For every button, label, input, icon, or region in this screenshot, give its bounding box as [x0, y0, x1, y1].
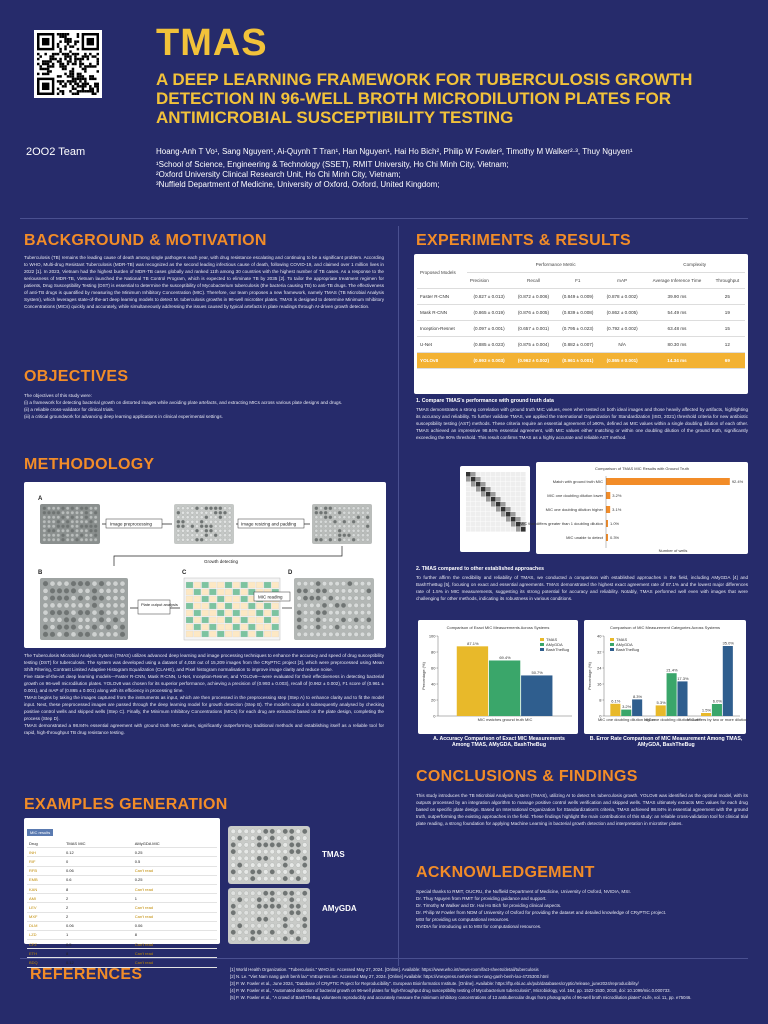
y-tick-label: 80: [431, 649, 436, 655]
group-performance: Performance Metric: [467, 257, 644, 273]
chart-bar: [489, 660, 520, 716]
reference-item: [4] P. W. Fowler et al., "Automated detection of bacterial growth on 96-well plates for high-throughput drug susceptibility testing of Mycobacterium tuberculosis", Microbiology, vol. 164, pp. 1522-1530, 2018, doi: 10.1099/mic.0.000733.: [230, 988, 671, 993]
objective-item: (iii) a critical groundwork for advancing deep learning applications in clinical experimental settings.: [24, 414, 223, 419]
hbar-bar: [606, 506, 610, 513]
mic-results-panel: [24, 818, 220, 966]
mic-cell: Can't read: [133, 884, 217, 893]
poster-title: TMAS: [156, 22, 268, 64]
y-tick-label: 16: [597, 681, 602, 687]
results-cell: (0.657 ± 0.001): [511, 321, 555, 337]
objectives-heading: OBJECTIVES: [24, 368, 129, 385]
mic-cell: 0: [64, 857, 133, 866]
amygda-example-label: AMyGDA: [322, 904, 357, 913]
results-cell: (0.795 ± 0.023): [556, 321, 600, 337]
mic-row: [27, 940, 217, 949]
results-col-header: Average Inference Time: [644, 273, 709, 289]
y-tick-label: 100: [428, 633, 436, 639]
bar-value-label: 87.1%: [467, 640, 479, 646]
legend-label: TMAS: [546, 636, 558, 642]
mic-cell: 8: [133, 930, 217, 939]
legend-label: AMyGDA: [546, 641, 563, 647]
exact-mic-chart: [418, 620, 578, 734]
results-cell: (0.875 ± 0.004): [511, 337, 555, 353]
mic-cell: 0.25: [133, 848, 217, 857]
legend-swatch: [610, 643, 614, 646]
results-col-header: Recall: [511, 273, 555, 289]
methodology-diagram: [24, 482, 386, 648]
y-tick-label: 0: [433, 713, 436, 719]
column-divider: [398, 226, 399, 966]
mic-col-header: TMAS MIC: [64, 839, 133, 848]
results-row: [417, 289, 745, 305]
results-cell: (0.839 ± 0.008): [556, 305, 600, 321]
y-tick-label: 40: [597, 633, 602, 639]
step-c-label: C: [182, 570, 187, 576]
mic-results-table: [27, 839, 217, 968]
chart-a-caption: A. Accuracy Comparison of Exact MIC Measurements Among TMAS, AMyGDA, BashTheBug: [433, 736, 565, 748]
background-heading: BACKGROUND & MOTIVATION: [24, 232, 267, 249]
tmas-example-label: TMAS: [322, 850, 345, 859]
mic-cell: BDQ: [27, 958, 64, 967]
conclusions-text: This study introduces the TB Microbial Analysis System (TMAS), utilizing AI to detect M. tuberculosis growth. YOLOv8 was identified as the optimal model, with its outputs processed by an integration algorithm to manage positive control wells verification and skipped wells. TMAS ultimately extracts MIC values for each drug based on specific plate design. Based on International Organization for Standardization's criteria, TMAS achieved 98.84% in essential agreement with the ground truth, outperforming the existing approaches in the field. These findings highlight the main contributions of this study: an reliable cross-validation tool for clinical trial plate reading, a strong foundation for applying Machine Learning in bacterial growth detection and interpretation in microtiter plates.: [416, 793, 748, 826]
mic-row: [27, 848, 217, 857]
mic-cell: LZD: [27, 930, 64, 939]
y-tick-label: 40: [431, 681, 436, 687]
bar-value-label: 35.0%: [722, 640, 734, 646]
methodology-heading: METHODOLOGY: [24, 456, 155, 473]
chart-bar: [701, 713, 711, 716]
chart-ylabel: Percentage (%): [587, 662, 592, 690]
mic-cell: 0.25: [133, 875, 217, 884]
acknowledgement-list: [416, 888, 748, 930]
results-cell: (0.865 ± 0.001): [600, 353, 644, 369]
poster-subtitle: A DEEP LEARNING FRAMEWORK FOR TUBERCULOSIS GROWTH DETECTION IN 96-WELL BROTH MICRODILUTION PLATES FOR ANTIMICROBIAL SUSCEPTIBILITY TESTING: [156, 70, 693, 127]
legend-label: BashTheBug: [546, 646, 570, 652]
hbar-value-label: 0.3%: [610, 535, 620, 540]
bar-value-label: 1.5%: [701, 707, 712, 713]
y-tick-label: 0: [599, 713, 602, 719]
ground-truth-chart: [519, 462, 748, 554]
results-row: [417, 305, 745, 321]
hbar-category-label: MIC unable to detect: [566, 535, 603, 540]
mic-row: [27, 857, 217, 866]
mic-cell: ETH: [27, 949, 64, 958]
methodology-text: [24, 652, 384, 736]
mic-cell: 2: [64, 912, 133, 921]
bar-value-label: 5.3%: [656, 699, 666, 705]
hbar-category-label: Match with ground truth MIC: [552, 479, 603, 484]
results-cell: (0.849 ± 0.009): [556, 289, 600, 305]
mic-row: [27, 912, 217, 921]
results-cell: (0.876 ± 0.005): [511, 305, 555, 321]
mic-cell: KAN: [27, 884, 64, 893]
y-tick-label: 8: [599, 697, 602, 703]
tmas-example-plate: [228, 826, 310, 884]
hbar-category-label: MIC one doubling dilution lower: [547, 493, 603, 498]
objective-item: (ii) a reliable cross-validator for clinical trials.: [24, 407, 115, 412]
mic-cell: Can't read: [133, 912, 217, 921]
mic-cell: 0.06: [133, 921, 217, 930]
results-cell: 19: [710, 305, 745, 321]
affiliation-3: ³Nuffield Department of Medicine, University of Oxford, Oxford, United Kingdom;: [156, 180, 440, 189]
results-text-2: To further affirm the credibility and reliability of TMAS, we conducted a comparison with established approaches in the field, including AMyGDA [4] and BashTheBug [5], focusing on exact and essential agreements. TMAS demonstrated the highest exact agreement rate of 87.1% and the lowest major differences rate of 1.5% in MIC measurements, suggesting its strong potential for accuracy and reliability. Notably, TMAS performed well even with images that were challenging for other methods, indicating its robustness in various conditions.: [416, 575, 748, 601]
chart-b-caption: B. Error Rate Comparison of MIC Measurement Among TMAS, AMyGDA, BashTheBug: [589, 736, 743, 748]
hbar-xlabel: Number of wells: [658, 548, 688, 553]
results-row: [417, 337, 745, 353]
hbar-bar: [606, 478, 730, 485]
bar-value-label: 3.2%: [622, 704, 632, 710]
mic-cell: Can't read: [133, 958, 217, 967]
mic-cell: RFB: [27, 866, 64, 875]
legend-label: BashTheBug: [616, 646, 640, 652]
mic-cell: Can't read: [133, 866, 217, 875]
mic-results-tag: MIC results: [27, 829, 53, 836]
references-list: [230, 966, 750, 1001]
mic-row: [27, 894, 217, 903]
methodology-para-3: TMAS begins by taking the images captured from the instruments as input, which are then processed in the preprocessing step (Step A) to enhance clarity and to fit the model input. Next, these preprocessed images are passed through the deep learning model for growth detection (Step B). The model's output is subsequently analysed by checking positive control wells and skipped wells (Step C). Finally, the Minimum Inhibitory Concentrations (MICs) for each drug are extracted based on the plate design, completing the process (Step D).: [24, 695, 384, 721]
reference-item: [5] P. W. Fowler et al., "A crowd of BashTheBug volunteers reproducibly and accurately measure the minimum inhibitory concentrations of 13 antitubercular drugs from photographs of 96-well broth microdilution plates" eLife, vol. 11, pp. e75046.: [230, 995, 692, 1000]
ack-item: Dr. Thuy Nguyen from RMIT for providing guidance and support.: [416, 896, 547, 901]
mic-cell: Can't read: [133, 903, 217, 912]
hbar-category-label: MIC that differs greater than 1 doubling dilution: [519, 521, 603, 526]
results-cell: (0.993 ± 0.003): [467, 353, 511, 369]
mic-cell: CFZ: [27, 940, 64, 949]
x-category-label: MIC differs by two or more dilution: [687, 717, 748, 722]
legend-swatch: [610, 638, 614, 641]
hbar-value-label: 92.4%: [731, 479, 744, 484]
mic-cell: Can't read: [133, 949, 217, 958]
col-models: Proposed Models: [417, 257, 467, 289]
legend-swatch: [540, 638, 544, 641]
x-category-label: MIC matches ground truth MIC: [477, 717, 533, 722]
mic-cell: 8: [64, 884, 133, 893]
bar-value-label: 17.3%: [677, 675, 689, 681]
mic-col-header: AMyGDA MIC: [133, 839, 217, 848]
mic-row: [27, 875, 217, 884]
legend-swatch: [610, 648, 614, 651]
results-cell: N/A: [600, 337, 644, 353]
results-table: [417, 257, 745, 369]
results-row: [417, 321, 745, 337]
references-divider: [20, 958, 748, 959]
affiliation-2: ²Oxford University Clinical Research Unit, Ho Chi Minh City, Vietnam;: [156, 170, 401, 179]
plate-output-label: Plate output analysis: [141, 602, 178, 607]
results-cell: (0.862 ± 0.005): [600, 305, 644, 321]
mic-row: [27, 884, 217, 893]
results-cell: 54.49 ms: [644, 305, 709, 321]
step-a-label: A: [38, 496, 43, 502]
results-subheading-2: 2. TMAS compared to other established approaches: [416, 566, 544, 572]
mic-row: [27, 930, 217, 939]
results-cell: (0.882 ± 0.007): [556, 337, 600, 353]
bar-value-label: 21.4%: [666, 667, 678, 673]
hbar-category-label: MIC one doubling dilution higher: [545, 507, 603, 512]
mic-row: [27, 949, 217, 958]
results-cell: (0.827 ± 0.013): [467, 289, 511, 305]
group-complexity: Complexity: [644, 257, 745, 273]
references-heading: REFERENCES: [30, 966, 143, 983]
hbar-value-label: 3.1%: [612, 507, 622, 512]
results-cell: 39.90 ms: [644, 289, 709, 305]
chart-bar: [656, 705, 666, 716]
methodology-para-4: TMAS demonstrated a 98.84% essential agreement with ground truth MIC values, significantly outperforming traditional methods and establishing itself as a reliable tool for rapid, high-throughput TB drug resistance testing.: [24, 723, 384, 735]
team-name: 2OO2 Team: [26, 146, 86, 158]
results-model-name: Faster R-CNN: [417, 289, 467, 305]
bar-value-label: 6.1%: [611, 698, 621, 704]
header-divider: [20, 218, 748, 219]
results-model-name: YOLOv8: [417, 353, 467, 369]
y-tick-label: 24: [597, 665, 602, 671]
background-text: Tuberculosis (TB) remains the leading cause of death among single pathogens each year, with drug resistance escalating and continuing to be a significant problem. According to WHO, Multi-drug Resistant Tuberculosis (MDR-TB) was recognized as the second leading infectious cause of death, following COVID-19, and claimed over 1 million lives in 2022 [1]. In 2023, Vietnam had the highest burden of MDR-TB cases globally and ranked 11th among 30 countries with the highest number of TB cases. As a response to the seriousness of MDR-TB, Vietnam launched the National TB Control Program, which is expected to eliminate TB by 2035 [2]. To tailor the appropriate treatment regimen for patients, Drug Susceptibility Testing (DST) is essential to determine the susceptibility of Mycobacterium tuberculosis (the bacteria causing TB) to anti-TB drugs. The effectiveness of anti-TB drugs is quantified by measuring the Minimum Inhibitory Concentration (MIC). Therefore, our team proposes a new framework, namely TMAS (TB Microbial Analysis System), which leverages state-of-the-art deep learning models to detect M. tuberculosis growths in 96-well microtiter plates. TMAS is designed to determine Minimum Inhibitory Concentrations (MICs) quickly and accurately, while simultaneously addressing the issues caused by typical artefacts in plate readings through AI-driven growth detection.: [24, 255, 384, 309]
results-cell: 63.48 ms: [644, 321, 709, 337]
mic-cell: Can't read: [133, 940, 217, 949]
mic-reading-label: MIC reading: [258, 594, 283, 600]
reference-item: [3] P. W. Fowler et al., June 2024, "Database of CRyPTIC Project for Reproducibility". European Bioinformatics Institute. [Online]. Available: https://ftp.ebi.ac.uk/pub/databases/cryptic/release_june2024/reproducibility/: [230, 981, 639, 986]
results-cell: (0.865 ± 0.019): [467, 305, 511, 321]
mic-cell: 8: [64, 949, 133, 958]
mic-cell: 1: [64, 930, 133, 939]
chart-bar: [632, 699, 642, 716]
pipeline-svg: [24, 482, 386, 648]
mic-cell: 0.5: [133, 857, 217, 866]
y-tick-label: 20: [431, 697, 436, 703]
objective-item: (i) a framework for detecting bacterial growth on distorted images while avoiding plate artefacts, and extracting MICs across various plate designs and drugs.: [24, 400, 343, 405]
results-cell: 69: [710, 353, 745, 369]
results-col-header: mAP: [600, 273, 644, 289]
mic-cell: 0.6: [64, 875, 133, 884]
hbar-bar: [606, 534, 608, 541]
qr-code[interactable]: [34, 30, 102, 98]
mic-cell: 0.06: [64, 921, 133, 930]
mic-cell: 2: [64, 894, 133, 903]
mic-row: [27, 903, 217, 912]
mic-row: [27, 866, 217, 875]
ack-item: MSI for providing us computational resources.: [416, 917, 510, 922]
bar-value-label: 6.0%: [712, 698, 722, 704]
results-table-panel: [414, 254, 748, 394]
chart-title: Comparison of MIC Measurement Categories Across Systems: [609, 625, 721, 630]
mic-cell: 0.5: [64, 940, 133, 949]
objectives-list: [24, 392, 384, 420]
chart-title: Comparison of Exact MIC Measurements Across Systems: [446, 625, 550, 630]
hbar-title: Comparison of TMAS MIC Results with Ground Truth: [595, 466, 689, 471]
resizing-label: Image resizing and padding: [241, 521, 297, 527]
mic-cell: 1: [133, 894, 217, 903]
x-category-label: MIC one doubling dilution higher: [597, 717, 656, 722]
results-col-header: F1: [556, 273, 600, 289]
affiliations: [156, 160, 756, 190]
results-row: [417, 353, 745, 369]
results-col-header: Precision: [467, 273, 511, 289]
ack-item: Dr. Timothy M Walker and Dr. Hai Ho Bich for providing clinical aspects.: [416, 903, 562, 908]
hbar-bar: [606, 492, 610, 499]
experiments-heading: EXPERIMENTS & RESULTS: [416, 232, 631, 249]
hbar-bar: [606, 520, 608, 527]
mic-col-header: Drug: [27, 839, 64, 848]
results-cell: (0.878 ± 0.002): [600, 289, 644, 305]
ack-item: Special thanks to RMIT, OUCRU, the Nuffield Department of Medicine, University of Oxford, NVIDIA, MSI.: [416, 889, 631, 894]
examples-heading: EXAMPLES GENERATION: [24, 796, 228, 813]
y-tick-label: 32: [597, 649, 602, 655]
chart-bar: [677, 681, 687, 716]
ack-item: Dr. Philip W Fowler from NDM of University of Oxford for providing the dataset and detailed knowledge of CRyPTIC project.: [416, 910, 667, 915]
mic-cell: INH: [27, 848, 64, 857]
chart-bar: [621, 710, 631, 716]
hbar-value-label: 3.2%: [612, 493, 622, 498]
preprocessing-label: Image preprocessing: [110, 521, 153, 527]
methodology-para-2: Five state-of-the-art deep learning models—Faster R-CNN, Mask R-CNN, U-Net, Inception-Resnet, and YOLOv8—were evaluated for their effectiveness in detecting bacterial growth on 96-well microdilution plates. YOLOv8 was chosen for its superior performance, achieving a precision of (0.993 ± 0.003), recall of (0.962 ± 0.002), F1 score of (0.961 ± 0.001), and mAP of (0.865 ± 0.001) along with its efficiency in processing time.: [24, 674, 384, 693]
mic-cell: LEV: [27, 903, 64, 912]
results-model-name: U-Net: [417, 337, 467, 353]
results-cell: (0.962 ± 0.002): [511, 353, 555, 369]
chart-bar: [610, 704, 620, 716]
results-cell: (0.961 ± 0.001): [556, 353, 600, 369]
legend-swatch: [540, 643, 544, 646]
results-cell: 25: [710, 289, 745, 305]
mic-cell: EMB: [27, 875, 64, 884]
chart-bar: [521, 675, 552, 716]
affiliation-1: ¹School of Science, Engineering & Technology (SSET), RMIT University, Ho Chi Minh City, Vietnam;: [156, 160, 509, 169]
acknowledgement-heading: ACKNOWLEDGEMENT: [416, 864, 595, 881]
results-col-header: Throughput: [710, 273, 745, 289]
y-tick-label: 60: [431, 665, 436, 671]
chart-bar: [712, 704, 722, 716]
reference-item: [2] N. Le. "Viet Nam nang ganh benh lao" VnExpress.net. Accessed May 27, 2024. [Online] Available: https://vnexpress.net/viet-nam-nang-ganh-benh-lao-4725300.html: [230, 974, 549, 979]
chart-bar: [667, 673, 677, 716]
mic-cell: 2: [64, 903, 133, 912]
results-subheading-1: 1. Compare TMAS's performance with ground truth data: [416, 398, 554, 404]
bar-value-label: 69.4%: [499, 654, 511, 660]
author-list: Hoang-Anh T Vo¹, Sang Nguyen¹, Ai-Quynh T Tran¹, Han Nguyen¹, Hai Ho Bich², Philip W Fowler³, Timothy M Walker²·³, Thuy Nguyen¹: [156, 147, 633, 156]
results-model-name: Inception-Resnet: [417, 321, 467, 337]
mic-row: [27, 921, 217, 930]
legend-label: TMAS: [616, 636, 628, 642]
results-cell: 15: [710, 321, 745, 337]
results-text-1: TMAS demonstrates a strong correlation with ground truth MIC values, even when tested on both ideal images and those heavily affected by artifacts, highlighting its accuracy and reliability. To further validate TMAS, we applied the International Organization for Standardization (ISO, 2021) threshold criteria for new antibiotic susceptibility testing (AST) methods. These criteria require an essential agreement of ≥90%, defined as MIC values within a single doubling dilution of each other. TMAS achieved an impressive 98.84% essential agreement, with MIC values either matching or within one doubling dilution of the ground truth, significantly exceeding the 90% threshold. This result confirms TMAS as a highly accurate and reliable AST method.: [416, 407, 748, 440]
x-category-label: MIC one doubling dilution lower: [644, 717, 700, 722]
mic-cell: AMI: [27, 894, 64, 903]
step-b-label: B: [38, 570, 43, 576]
mic-cell: 0.12: [64, 848, 133, 857]
error-rate-chart: [584, 620, 746, 734]
mic-cell: DLM: [27, 921, 64, 930]
amygda-example-plate: [228, 888, 310, 944]
chart-bar: [457, 646, 488, 716]
reference-item: [1] World Health Organization. "Tuberculosis." WHO.int. Accessed May 27, 2024. [Online]. Available: https://www.who.int/news-room/fact-sheets/detail/tuberculosis: [230, 967, 539, 972]
growth-label: Growth detecting: [204, 559, 239, 564]
results-cell: 80.30 ms: [644, 337, 709, 353]
hbar-value-label: 1.0%: [610, 521, 620, 526]
conclusions-heading: CONCLUSIONS & FINDINGS: [416, 768, 638, 785]
bar-value-label: 8.3%: [632, 693, 643, 699]
mic-cell: RIF: [27, 857, 64, 866]
bar-value-label: 50.7%: [531, 669, 543, 675]
results-cell: 14.34 ms: [644, 353, 709, 369]
step-d-label: D: [288, 570, 293, 576]
objectives-intro: The objectives of this study were:: [24, 393, 92, 398]
chart-bar: [723, 646, 733, 716]
ack-item: NVIDIA for introducing us to MSI for computational resources.: [416, 924, 542, 929]
results-model-name: Mask R-CNN: [417, 305, 467, 321]
chart-ylabel: Percentage (%): [421, 662, 426, 690]
confusion-matrix: [460, 466, 530, 552]
results-cell: (0.872 ± 0.006): [511, 289, 555, 305]
results-cell: (0.792 ± 0.002): [600, 321, 644, 337]
results-cell: (0.885 ± 0.023): [467, 337, 511, 353]
methodology-para-1: The Tuberculosis Microbial Analysis System (TMAS) utilizes advanced deep learning and image processing techniques to enhance the accuracy and speed of drug susceptibility testing (DST) for tuberculosis. The system was developed using a dataset of 4,018 out of 15,209 images from the CRyPTIC project [3], which were preprocessed using Mean Shift Filtering, Contrast Limited Adaptive Histogram Equalization (CLAHE), and Pixel histogram normalisation to improve image clarity and reduce noise.: [24, 653, 384, 672]
legend-swatch: [540, 648, 544, 651]
mic-cell: MXF: [27, 912, 64, 921]
results-cell: (0.097 ± 0.001): [467, 321, 511, 337]
results-cell: 12: [710, 337, 745, 353]
mic-cell: 0.06: [64, 866, 133, 875]
legend-label: AMyGDA: [616, 641, 633, 647]
mic-cell: 0.12: [64, 958, 133, 967]
